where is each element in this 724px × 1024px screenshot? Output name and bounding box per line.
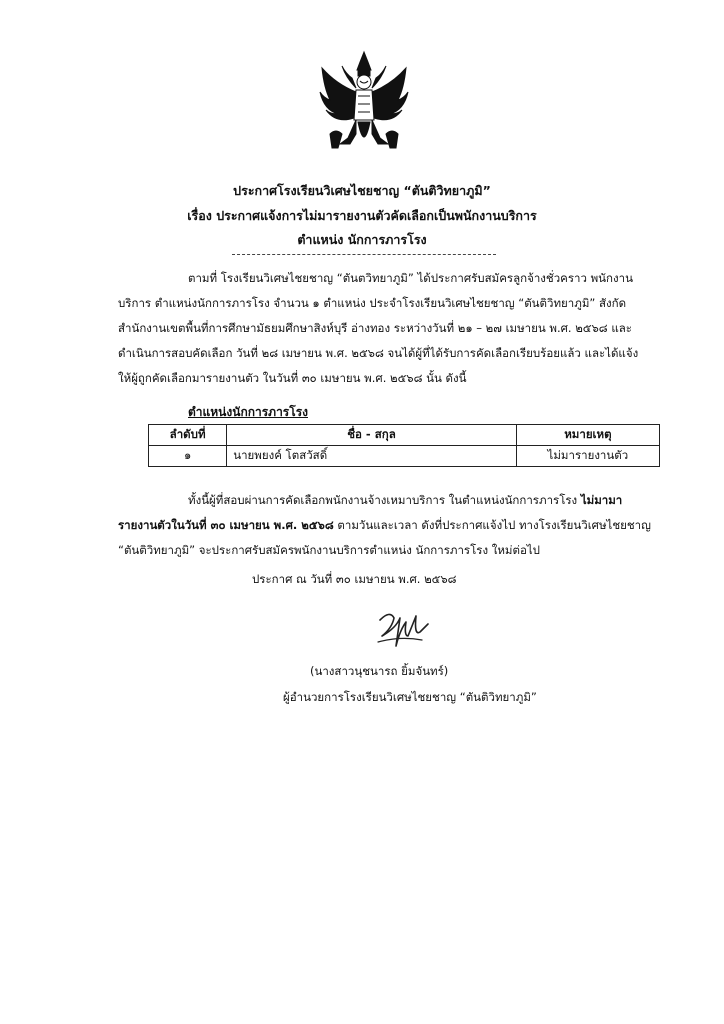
paragraph-line: ดำเนินการสอบคัดเลือก วันที่ ๒๘ เมษายน พ.ศ. ๒๕๖๘ จนได้ผู้ที่ได้รับการคัดเลือกเรียบร้อยแล้ว และได้แจ้ง (118, 346, 639, 360)
result-paragraph (118, 488, 651, 563)
document-subject: เรื่อง ประกาศแจ้งการไม่มารายงานตัวคัดเลือกเป็นพนักงานบริการ (187, 208, 537, 223)
candidate-table (148, 424, 660, 467)
column-header-order: ลำดับที่ (149, 425, 227, 446)
column-header-remark: หมายเหตุ (516, 425, 659, 446)
column-header-name: ชื่อ - สกุล (227, 425, 517, 446)
intro-paragraph (118, 266, 639, 391)
signature-image (370, 606, 434, 654)
paragraph-emphasis: รายงานตัวในวันที่ ๓๐ เมษายน พ.ศ. ๒๕๖๘ (118, 518, 334, 532)
paragraph-line: ตามที่ โรงเรียนวิเศษไชยชาญ “ตันตวิทยาภูมิ” ได้ประกาศรับสมัครลูกจ้างชั่วคราว พนักงาน (188, 271, 633, 285)
paragraph-text: ตามวันและเวลา ดังที่ประกาศแจ้งไป ทางโรงเรียนวิเศษไชยชาญ (333, 518, 651, 532)
announcement-date: ประกาศ ณ วันที่ ๓๐ เมษายน พ.ศ. ๒๕๖๘ (252, 572, 457, 586)
document-position: ตำแหน่ง นักการภารโรง (297, 232, 427, 247)
document-title: ประกาศโรงเรียนวิเศษไชยชาญ “ตันติวิทยาภูมิ” (233, 183, 491, 198)
signer-title: ผู้อำนวยการโรงเรียนวิเศษไชยชาญ “ตันติวิทยาภูมิ” (283, 690, 537, 704)
divider-line (232, 254, 496, 255)
paragraph-line (118, 513, 651, 538)
garuda-emblem-icon (316, 48, 412, 158)
cell-remark: ไม่มารายงานตัว (516, 446, 659, 467)
table-row (149, 446, 660, 467)
cell-name: นายพยงค์ โตสวัสดิ์ (227, 446, 517, 467)
paragraph-line (118, 488, 623, 513)
paragraph-line: สำนักงานเขตพื้นที่การศึกษามัธยมศึกษาสิงห์บุรี อ่างทอง ระหว่างวันที่ ๒๑ – ๒๗ เมษายน พ.ศ. ๒๕๖๘ และ (118, 321, 632, 335)
table-header-row (149, 425, 660, 446)
paragraph-line: “ตันติวิทยาภูมิ” จะประกาศรับสมัครพนักงานบริการตำแหน่ง นักการภารโรง ใหม่ต่อไป (118, 543, 540, 557)
paragraph-text: ทั้งนี้ผู้ที่สอบผ่านการคัดเลือกพนักงานจ้างเหมาบริการ ในตำแหน่งนักการภารโรง (188, 493, 581, 507)
paragraph-line: บริการ ตำแหน่งนักการภารโรง จำนวน ๑ ตำแหน่ง ประจำโรงเรียนวิเศษไชยชาญ “ตันติวิทยาภูมิ” สังกัด (118, 296, 627, 310)
section-title: ตำแหน่งนักการภารโรง (188, 405, 308, 419)
cell-order: ๑ (149, 446, 227, 467)
paragraph-line: ให้ผู้ถูกคัดเลือกมารายงานตัว ในวันที่ ๓๐ เมษายน พ.ศ. ๒๕๖๘ นั้น ดังนี้ (118, 371, 467, 385)
paragraph-emphasis: ไม่มามา (580, 493, 623, 507)
signer-name: (นางสาวนุชนารถ ยิ้มจันทร์) (310, 664, 449, 678)
